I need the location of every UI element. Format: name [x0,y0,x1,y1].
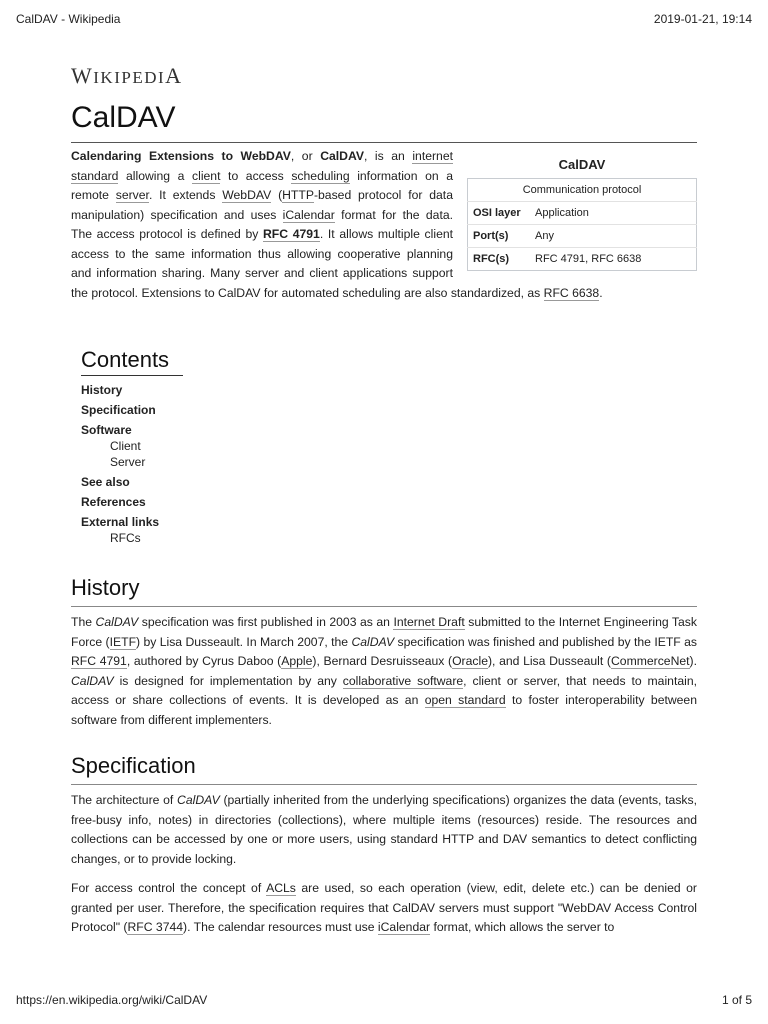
history-text: specification was first published in 2003 as an [138,615,394,629]
link-apple[interactable]: Apple [281,654,313,668]
toc-item-references[interactable]: References [81,495,146,509]
intro-text: ( [271,188,283,202]
wordmark-mid: IKIPEDI [93,68,166,87]
infobox-row [468,248,697,271]
intro-bold-name: Calendaring Extensions to WebDAV [71,149,291,163]
toc-item-see-also[interactable]: See also [81,475,130,489]
link-acls[interactable]: ACLs [266,881,296,895]
history-text: , client or server, that needs to maintain, access or share collections of events. It is developed as an [71,673,697,707]
print-page-count: 1 of 5 [721,993,752,1007]
link-icalendar[interactable]: iCalendar [377,920,431,934]
article-page [71,64,697,938]
history-text: to foster interoperability between software from different implementers. [71,693,697,727]
history-text: is designed for implementation by any [113,673,343,688]
specification-paragraph-2 [71,879,697,938]
history-paragraph [71,613,697,730]
intro-text: , or [290,149,321,163]
history-text: specification was finished and published by the IETF as [394,634,697,649]
toc-subitem-rfcs[interactable]: RFCs [110,531,141,545]
history-emphasis: CalDAV [71,673,114,688]
history-text: The [71,615,96,629]
link-server[interactable]: server [115,188,149,202]
infobox-title: CalDAV [558,157,606,172]
print-timestamp: 2019-01-21, 19:14 [653,12,752,26]
link-rfc-4791[interactable]: RFC 4791 [263,227,320,241]
intro-text: . It allows multiple client access to the same information thus allowing cooperative planning and information sharing. Many server and client applications support the protocol. Extensions to CalDAV for automated scheduling are also standardized, as [71,227,544,300]
history-text: ), and Lisa Dusseault ( [487,654,611,668]
link-collaborative-software[interactable]: collaborative software [342,673,464,688]
toc-subitem-server[interactable]: Server [110,455,146,469]
heading-history: History [71,574,697,607]
toc-title: Contents [81,347,183,376]
specification-paragraph-1 [71,791,697,869]
infobox [467,153,697,271]
history-text: ) by Lisa Dusseault. In March 2007, the [136,634,352,649]
infobox-value: Any [530,225,697,248]
history-emphasis: CalDAV [95,615,139,629]
infobox-label: OSI layer [468,202,531,225]
intro-text: format for the data. The access protocol is defined by [71,207,454,241]
intro-text: allowing a [118,168,193,183]
spec-text: are used, so each operation (view, edit, delete etc.) can be denied or granted per user. Therefore, the specification requires that CalDAV servers must support "WebDAV Access Control Protocol" ( [71,881,697,934]
intro-text: , is an [363,149,413,163]
spec-text: For access control the concept of [71,881,267,895]
link-open-standard[interactable]: open standard [424,693,506,707]
toc-item-software[interactable]: Software [81,423,132,437]
history-emphasis: CalDAV [351,634,395,649]
infobox-table [467,178,697,271]
infobox-row [468,202,697,225]
toc-item-history[interactable]: History [81,383,123,397]
spec-text: ). The calendar resources must use [183,920,378,934]
wordmark-a: A [165,63,183,88]
infobox-value: RFC 4791, RFC 6638 [530,248,697,271]
link-webdav[interactable]: WebDAV [222,188,272,202]
intro-text: to access [220,168,292,183]
history-text: ). [689,654,697,668]
history-text: , authored by Cyrus Daboo ( [126,654,282,668]
infobox-value: Application [530,202,697,225]
print-url: https://en.wikipedia.org/wiki/CalDAV [16,993,208,1007]
wordmark-w: W [71,63,94,88]
infobox-subtitle: Communication protocol [522,184,642,196]
link-oracle[interactable]: Oracle [452,654,488,668]
intro-section [71,147,697,303]
link-commercenet[interactable]: CommerceNet [610,654,690,668]
spec-text: The architecture of [71,793,178,807]
toc-item-specification[interactable]: Specification [81,403,156,417]
intro-text: -based protocol for data manipulation) specification and uses [71,188,453,222]
link-internet-standard[interactable]: internet standard [71,149,453,183]
heading-specification: Specification [71,752,697,785]
link-ietf[interactable]: IETF [109,634,137,649]
intro-bold-abbr: CalDAV [320,149,364,163]
link-icalendar[interactable]: iCalendar [282,207,335,222]
link-rfc-4791[interactable]: RFC 4791 [71,654,127,668]
link-http[interactable]: HTTP [282,188,314,202]
infobox-label: Port(s) [468,225,531,248]
print-page-title: CalDAV - Wikipedia [16,12,121,26]
spec-text: format, which allows the server to [430,920,615,934]
table-of-contents [81,347,341,546]
link-rfc-6638[interactable]: RFC 6638 [543,285,600,300]
infobox-subtitle-row [468,179,697,202]
link-rfc-3744[interactable]: RFC 3744 [127,920,184,934]
wikipedia-wordmark [71,64,697,88]
page-title: CalDAV [71,98,697,143]
intro-text: . [599,285,603,300]
infobox-row [468,225,697,248]
intro-text: . It extends [148,188,223,202]
history-text: ), Bernard Desruisseaux ( [312,654,453,668]
link-scheduling[interactable]: scheduling [291,168,350,183]
infobox-label: RFC(s) [468,248,531,271]
toc-item-external-links[interactable]: External links [81,515,160,529]
intro-text: information on a remote [71,168,453,202]
spec-text: (partially inherited from the underlying specifications) organizes the data (events, tasks, free-busy info, notes) in directories (collections), where multiple items (resources) reside. The resources and collections can be accessed by one or more users, using standard HTTP and DAV semantics to detect conflicting changes, or to provide locking. [71,793,698,866]
spec-emphasis: CalDAV [177,793,220,807]
print-header [16,12,752,26]
spacer [71,869,697,879]
history-text: submitted to the Internet Engineering Task Force ( [71,615,697,649]
link-internet-draft[interactable]: Internet Draft [393,615,465,629]
print-footer [16,993,752,1007]
link-client[interactable]: client [192,168,221,183]
toc-subitem-client[interactable]: Client [110,439,141,453]
